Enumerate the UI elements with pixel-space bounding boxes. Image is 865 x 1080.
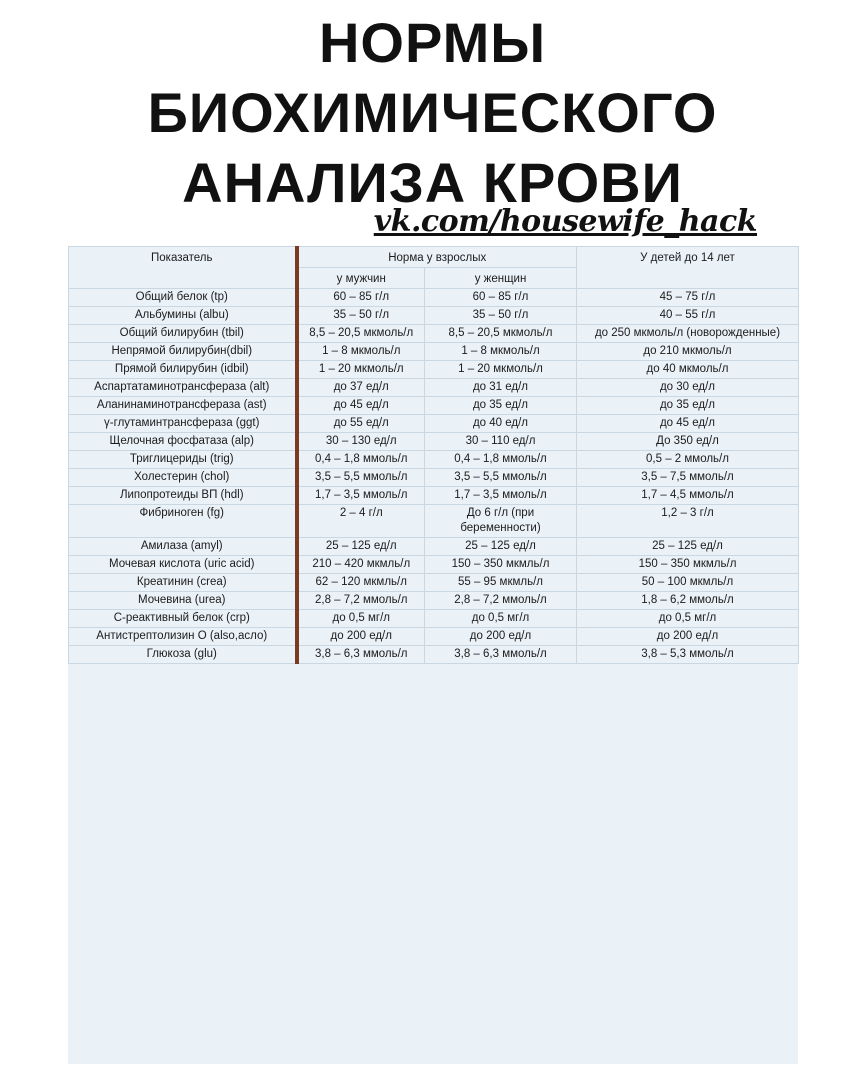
cell-children: 3,5 – 7,5 ммоль/л	[577, 469, 799, 487]
cell-women: 25 – 125 ед/л	[425, 538, 577, 556]
cell-men: 30 – 130 ед/л	[297, 433, 425, 451]
cell-men: 1,7 – 3,5 ммоль/л	[297, 487, 425, 505]
cell-men: 210 – 420 мкмль/л	[297, 556, 425, 574]
cell-indicator: Мочевина (urea)	[69, 592, 297, 610]
cell-indicator: Общий билирубин (tbil)	[69, 325, 297, 343]
table-row	[69, 289, 799, 307]
cell-children: 0,5 – 2 ммоль/л	[577, 451, 799, 469]
cell-women: до 40 ед/л	[425, 415, 577, 433]
cell-men: до 0,5 мг/л	[297, 610, 425, 628]
table-header-row	[69, 247, 799, 268]
cell-indicator: Прямой билирубин (idbil)	[69, 361, 297, 379]
table-row	[69, 343, 799, 361]
cell-indicator: Антистрептолизин О (also,асло)	[69, 628, 297, 646]
table-row	[69, 361, 799, 379]
cell-men: 3,5 – 5,5 ммоль/л	[297, 469, 425, 487]
cell-children: 40 – 55 г/л	[577, 307, 799, 325]
table-row	[69, 628, 799, 646]
cell-men: до 55 ед/л	[297, 415, 425, 433]
cell-children: до 200 ед/л	[577, 628, 799, 646]
cell-men: 2,8 – 7,2 ммоль/л	[297, 592, 425, 610]
header-women: у женщин	[425, 268, 577, 289]
cell-men: 62 – 120 мкмль/л	[297, 574, 425, 592]
cell-women: 55 – 95 мкмль/л	[425, 574, 577, 592]
cell-indicator: Альбумины (albu)	[69, 307, 297, 325]
cell-women: До 6 г/л (при беременности)	[425, 505, 577, 538]
table-row	[69, 610, 799, 628]
cell-women: 35 – 50 г/л	[425, 307, 577, 325]
table-row	[69, 451, 799, 469]
cell-children: до 0,5 мг/л	[577, 610, 799, 628]
cell-women: 30 – 110 ед/л	[425, 433, 577, 451]
cell-women: до 0,5 мг/л	[425, 610, 577, 628]
cell-children: 150 – 350 мкмль/л	[577, 556, 799, 574]
cell-women: 1 – 8 мкмоль/л	[425, 343, 577, 361]
table-row	[69, 325, 799, 343]
page-title-line-1: НОРМЫ	[318, 11, 547, 74]
cell-women: 3,8 – 6,3 ммоль/л	[425, 646, 577, 664]
table-row	[69, 415, 799, 433]
cell-children: 50 – 100 мкмль/л	[577, 574, 799, 592]
cell-men: до 37 ед/л	[297, 379, 425, 397]
table-row	[69, 556, 799, 574]
cell-children: до 40 мкмоль/л	[577, 361, 799, 379]
cell-indicator: Триглицериды (trig)	[69, 451, 297, 469]
cell-children: 3,8 – 5,3 ммоль/л	[577, 646, 799, 664]
page-title-line-2: БИОХИМИЧЕСКОГО	[147, 81, 718, 144]
cell-indicator: Мочевая кислота (uric acid)	[69, 556, 297, 574]
cell-women: 3,5 – 5,5 ммоль/л	[425, 469, 577, 487]
cell-women: до 200 ед/л	[425, 628, 577, 646]
cell-women: до 35 ед/л	[425, 397, 577, 415]
cell-men: 25 – 125 ед/л	[297, 538, 425, 556]
cell-women: до 31 ед/л	[425, 379, 577, 397]
norms-table-container	[68, 246, 798, 1064]
table-row	[69, 574, 799, 592]
cell-indicator: Глюкоза (glu)	[69, 646, 297, 664]
cell-indicator: Липопротеиды ВП (hdl)	[69, 487, 297, 505]
cell-indicator: Амилаза (amyl)	[69, 538, 297, 556]
cell-children: 25 – 125 ед/л	[577, 538, 799, 556]
cell-women: 1 – 20 мкмоль/л	[425, 361, 577, 379]
cell-men: 2 – 4 г/л	[297, 505, 425, 538]
cell-children: до 30 ед/л	[577, 379, 799, 397]
cell-women: 60 – 85 г/л	[425, 289, 577, 307]
header-indicator: Показатель	[69, 247, 297, 289]
cell-indicator: Фибриноген (fg)	[69, 505, 297, 538]
table-body	[69, 289, 799, 664]
cell-children: 1,2 – 3 г/л	[577, 505, 799, 538]
cell-children: до 250 мкмоль/л (новорожденные)	[577, 325, 799, 343]
cell-women: 1,7 – 3,5 ммоль/л	[425, 487, 577, 505]
watermark-link: vk.com/housewife_hack	[373, 204, 757, 239]
table-row	[69, 592, 799, 610]
page-title-line-3: АНАЛИЗА КРОВИ	[182, 151, 683, 214]
cell-women: 2,8 – 7,2 ммоль/л	[425, 592, 577, 610]
table-row	[69, 646, 799, 664]
cell-children: 1,8 – 6,2 ммоль/л	[577, 592, 799, 610]
cell-men: 1 – 8 мкмоль/л	[297, 343, 425, 361]
cell-women: 150 – 350 мкмль/л	[425, 556, 577, 574]
cell-men: 60 – 85 г/л	[297, 289, 425, 307]
cell-indicator: Аспартатаминотрансфераза (alt)	[69, 379, 297, 397]
table-row	[69, 379, 799, 397]
cell-indicator: Непрямой билирубин(dbil)	[69, 343, 297, 361]
cell-children: 45 – 75 г/л	[577, 289, 799, 307]
table-row	[69, 505, 799, 538]
cell-children: до 45 ед/л	[577, 415, 799, 433]
cell-men: до 45 ед/л	[297, 397, 425, 415]
cell-children: До 350 ед/л	[577, 433, 799, 451]
table-row	[69, 433, 799, 451]
cell-children: до 35 ед/л	[577, 397, 799, 415]
header-adults: Норма у взрослых	[297, 247, 577, 268]
cell-men: 3,8 – 6,3 ммоль/л	[297, 646, 425, 664]
cell-men: до 200 ед/л	[297, 628, 425, 646]
cell-indicator: Общий белок (tp)	[69, 289, 297, 307]
table-row	[69, 487, 799, 505]
norms-table	[68, 246, 799, 664]
header-men: у мужчин	[297, 268, 425, 289]
cell-children: 1,7 – 4,5 ммоль/л	[577, 487, 799, 505]
table-row	[69, 469, 799, 487]
cell-women: 8,5 – 20,5 мкмоль/л	[425, 325, 577, 343]
cell-indicator: С-реактивный белок (crp)	[69, 610, 297, 628]
header-children: У детей до 14 лет	[577, 247, 799, 289]
cell-men: 0,4 – 1,8 ммоль/л	[297, 451, 425, 469]
cell-indicator: Холестерин (chol)	[69, 469, 297, 487]
cell-children: до 210 мкмоль/л	[577, 343, 799, 361]
cell-women: 0,4 – 1,8 ммоль/л	[425, 451, 577, 469]
table-row	[69, 397, 799, 415]
cell-men: 1 – 20 мкмоль/л	[297, 361, 425, 379]
table-row	[69, 307, 799, 325]
cell-indicator: Аланинаминотрансфераза (ast)	[69, 397, 297, 415]
cell-indicator: Креатинин (crea)	[69, 574, 297, 592]
cell-men: 8,5 – 20,5 мкмоль/л	[297, 325, 425, 343]
table-row	[69, 538, 799, 556]
cell-men: 35 – 50 г/л	[297, 307, 425, 325]
cell-indicator: Щелочная фосфатаза (alp)	[69, 433, 297, 451]
cell-indicator: γ-глутаминтрансфераза (ggt)	[69, 415, 297, 433]
